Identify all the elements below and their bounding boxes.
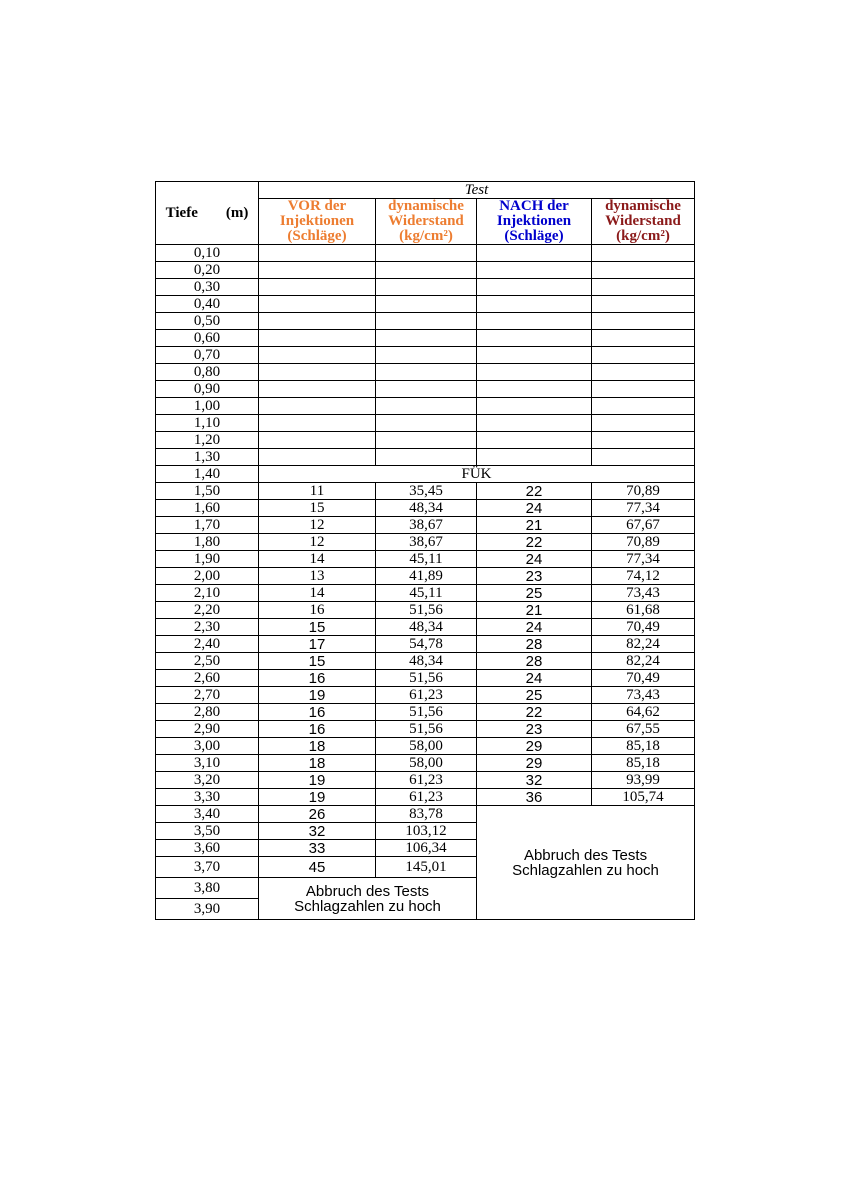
vor-blows-cell: 45: [259, 857, 376, 878]
depth-cell: 1,60: [156, 500, 259, 517]
empty-cell: [376, 398, 477, 415]
nach-blows-cell: 22: [477, 534, 592, 551]
empty-cell: [259, 296, 376, 313]
empty-cell: [259, 347, 376, 364]
empty-cell: [592, 347, 695, 364]
empty-cell: [376, 296, 477, 313]
vor-blows-cell: 18: [259, 755, 376, 772]
dyn-before-cell: 61,23: [376, 789, 477, 806]
empty-cell: [477, 381, 592, 398]
depth-cell: 1,90: [156, 551, 259, 568]
dyn-before-cell: 45,11: [376, 551, 477, 568]
depth-cell: 3,90: [156, 899, 259, 920]
depth-cell: 1,80: [156, 534, 259, 551]
table-row: [156, 602, 695, 619]
vor-blows-cell: 17: [259, 636, 376, 653]
table-row: [156, 279, 695, 296]
depth-cell: 2,60: [156, 670, 259, 687]
empty-cell: [592, 296, 695, 313]
abort-note-before: [259, 878, 477, 920]
header-vor: [259, 199, 376, 245]
vor-blows-cell: 14: [259, 585, 376, 602]
empty-cell: [592, 245, 695, 262]
nach-blows-cell: 21: [477, 517, 592, 534]
dyn-after-cell: 73,43: [592, 687, 695, 704]
empty-cell: [376, 245, 477, 262]
table-row: [156, 772, 695, 789]
empty-cell: [592, 330, 695, 347]
dyn-before-cell: 45,11: [376, 585, 477, 602]
empty-cell: [376, 262, 477, 279]
dyn-after-cell: 70,49: [592, 619, 695, 636]
dyn-before-cell: 38,67: [376, 534, 477, 551]
table-row: [156, 364, 695, 381]
table-row: [156, 347, 695, 364]
dyn-after-cell: 93,99: [592, 772, 695, 789]
table-row: [156, 636, 695, 653]
depth-cell: 3,00: [156, 738, 259, 755]
empty-cell: [477, 364, 592, 381]
dyn-after-cell: 77,34: [592, 551, 695, 568]
depth-cell: 0,70: [156, 347, 259, 364]
empty-cell: [477, 398, 592, 415]
dyn-after-cell: 82,24: [592, 653, 695, 670]
table-row: [156, 738, 695, 755]
depth-cell: 0,10: [156, 245, 259, 262]
nach-blows-cell: 29: [477, 755, 592, 772]
test-title: Test: [259, 182, 695, 199]
header-dyn-before-line: dynamische: [388, 198, 464, 214]
empty-cell: [477, 432, 592, 449]
empty-cell: [477, 449, 592, 466]
depth-unit: (m): [225, 204, 249, 221]
abort-before-line: Schlagzahlen zu hoch: [294, 897, 441, 915]
vor-blows-cell: 32: [259, 823, 376, 840]
header-nach-line: NACH der: [499, 198, 569, 214]
dyn-after-cell: 70,89: [592, 534, 695, 551]
depth-cell: 3,50: [156, 823, 259, 840]
table-row: [156, 517, 695, 534]
dyn-after-cell: 70,49: [592, 670, 695, 687]
vor-blows-cell: 16: [259, 670, 376, 687]
empty-cell: [376, 364, 477, 381]
depth-cell: 1,30: [156, 449, 259, 466]
dyn-before-cell: 48,34: [376, 653, 477, 670]
table-row: [156, 330, 695, 347]
header-dyn-after: [592, 199, 695, 245]
depth-cell: 3,40: [156, 806, 259, 823]
empty-cell: [477, 262, 592, 279]
depth-cell: 3,10: [156, 755, 259, 772]
header-dyn-before-line: (kg/cm²): [399, 228, 453, 244]
nach-blows-cell: 23: [477, 721, 592, 738]
dyn-before-cell: 58,00: [376, 755, 477, 772]
dyn-before-cell: 51,56: [376, 670, 477, 687]
dyn-before-cell: 145,01: [376, 857, 477, 878]
abort-after-line: Schlagzahlen zu hoch: [512, 861, 659, 879]
dyn-before-cell: 48,34: [376, 619, 477, 636]
empty-cell: [477, 330, 592, 347]
table-row: [156, 806, 695, 823]
vor-blows-cell: 19: [259, 687, 376, 704]
depth-header: [156, 182, 259, 245]
table-row: [156, 687, 695, 704]
dyn-after-cell: 85,18: [592, 738, 695, 755]
dyn-before-cell: 106,34: [376, 840, 477, 857]
depth-cell: 3,30: [156, 789, 259, 806]
empty-cell: [259, 415, 376, 432]
depth-cell: 2,10: [156, 585, 259, 602]
header-dyn-before: [376, 199, 477, 245]
table-row: [156, 449, 695, 466]
empty-cell: [376, 381, 477, 398]
dyn-before-cell: 48,34: [376, 500, 477, 517]
vor-blows-cell: 11: [259, 483, 376, 500]
vor-blows-cell: 14: [259, 551, 376, 568]
depth-cell: 2,30: [156, 619, 259, 636]
empty-cell: [592, 449, 695, 466]
depth-cell: 3,20: [156, 772, 259, 789]
empty-cell: [376, 313, 477, 330]
table-row: [156, 466, 695, 483]
depth-cell: 3,80: [156, 878, 259, 899]
depth-cell: 0,30: [156, 279, 259, 296]
table-row: [156, 262, 695, 279]
empty-cell: [376, 432, 477, 449]
table-row: [156, 704, 695, 721]
table-row: [156, 313, 695, 330]
depth-cell: 1,70: [156, 517, 259, 534]
dyn-after-cell: 64,62: [592, 704, 695, 721]
empty-cell: [592, 381, 695, 398]
abort-after-line: Abbruch des Tests: [523, 846, 648, 864]
nach-blows-cell: 23: [477, 568, 592, 585]
empty-cell: [259, 364, 376, 381]
empty-cell: [592, 313, 695, 330]
depth-cell: 0,50: [156, 313, 259, 330]
table-row: [156, 432, 695, 449]
empty-cell: [376, 279, 477, 296]
empty-cell: [376, 330, 477, 347]
nach-blows-cell: 24: [477, 670, 592, 687]
dyn-before-cell: 51,56: [376, 704, 477, 721]
empty-cell: [259, 262, 376, 279]
nach-blows-cell: 32: [477, 772, 592, 789]
depth-cell: 0,40: [156, 296, 259, 313]
empty-cell: [259, 245, 376, 262]
empty-cell: [477, 279, 592, 296]
empty-cell: [592, 415, 695, 432]
vor-blows-cell: 19: [259, 772, 376, 789]
empty-cell: [376, 415, 477, 432]
vor-blows-cell: 19: [259, 789, 376, 806]
dyn-after-cell: 77,34: [592, 500, 695, 517]
empty-cell: [477, 347, 592, 364]
dyn-before-cell: 41,89: [376, 568, 477, 585]
vor-blows-cell: 33: [259, 840, 376, 857]
vor-blows-cell: 15: [259, 653, 376, 670]
dyn-before-cell: 51,56: [376, 721, 477, 738]
empty-cell: [477, 245, 592, 262]
header-dyn-after-line: (kg/cm²): [616, 228, 670, 244]
depth-cell: 2,80: [156, 704, 259, 721]
vor-blows-cell: 13: [259, 568, 376, 585]
nach-blows-cell: 21: [477, 602, 592, 619]
dyn-after-cell: 74,12: [592, 568, 695, 585]
table-row: [156, 789, 695, 806]
table-row: [156, 670, 695, 687]
table-row: [156, 398, 695, 415]
depth-cell: 3,70: [156, 857, 259, 878]
nach-blows-cell: 24: [477, 551, 592, 568]
table-row: [156, 653, 695, 670]
depth-cell: 2,90: [156, 721, 259, 738]
dyn-before-cell: 61,23: [376, 687, 477, 704]
header-dyn-before-line: Widerstand: [388, 213, 464, 229]
depth-cell: 1,00: [156, 398, 259, 415]
nach-blows-cell: 25: [477, 585, 592, 602]
dyn-before-cell: 61,23: [376, 772, 477, 789]
table-row: [156, 721, 695, 738]
empty-cell: [376, 449, 477, 466]
table-row: [156, 483, 695, 500]
nach-blows-cell: 36: [477, 789, 592, 806]
nach-blows-cell: 25: [477, 687, 592, 704]
empty-cell: [477, 296, 592, 313]
vor-blows-cell: 12: [259, 534, 376, 551]
nach-blows-cell: 29: [477, 738, 592, 755]
empty-cell: [259, 398, 376, 415]
nach-blows-cell: 28: [477, 653, 592, 670]
dyn-after-cell: 70,89: [592, 483, 695, 500]
empty-cell: [259, 330, 376, 347]
vor-blows-cell: 16: [259, 704, 376, 721]
empty-cell: [376, 347, 477, 364]
depth-cell: 1,20: [156, 432, 259, 449]
nach-blows-cell: 28: [477, 636, 592, 653]
depth-cell: 2,20: [156, 602, 259, 619]
depth-cell: 2,40: [156, 636, 259, 653]
table-row: [156, 551, 695, 568]
dyn-before-cell: 83,78: [376, 806, 477, 823]
empty-cell: [592, 262, 695, 279]
empty-cell: [592, 398, 695, 415]
table-row: [156, 296, 695, 313]
dyn-before-cell: 58,00: [376, 738, 477, 755]
vor-blows-cell: 16: [259, 602, 376, 619]
fuk-label: FÜK: [259, 466, 695, 483]
vor-blows-cell: 15: [259, 619, 376, 636]
table-row: [156, 585, 695, 602]
depth-cell: 1,40: [156, 466, 259, 483]
abort-before-line: Abbruch des Tests: [305, 882, 430, 900]
dyn-after-cell: 67,55: [592, 721, 695, 738]
depth-cell: 1,50: [156, 483, 259, 500]
depth-cell: 3,60: [156, 840, 259, 857]
depth-cell: 0,80: [156, 364, 259, 381]
empty-cell: [592, 364, 695, 381]
header-nach-line: Injektionen: [496, 213, 572, 229]
dyn-before-cell: 38,67: [376, 517, 477, 534]
dyn-before-cell: 54,78: [376, 636, 477, 653]
dyn-after-cell: 61,68: [592, 602, 695, 619]
table-row: [156, 245, 695, 262]
empty-cell: [477, 313, 592, 330]
table-row: [156, 755, 695, 772]
depth-cell: 1,10: [156, 415, 259, 432]
depth-cell: 0,90: [156, 381, 259, 398]
empty-cell: [259, 381, 376, 398]
header-vor-line: VOR der: [287, 198, 347, 214]
dyn-before-cell: 51,56: [376, 602, 477, 619]
depth-cell: 2,50: [156, 653, 259, 670]
table-row: [156, 381, 695, 398]
nach-blows-cell: 24: [477, 619, 592, 636]
dyn-after-cell: 82,24: [592, 636, 695, 653]
dyn-after-cell: 73,43: [592, 585, 695, 602]
dyn-after-cell: 85,18: [592, 755, 695, 772]
empty-cell: [259, 313, 376, 330]
dyn-before-cell: 35,45: [376, 483, 477, 500]
header-dyn-after-line: dynamische: [605, 198, 681, 214]
empty-cell: [259, 449, 376, 466]
empty-cell: [477, 415, 592, 432]
dyn-before-cell: 103,12: [376, 823, 477, 840]
header-nach: [477, 199, 592, 245]
header-nach-line: (Schläge): [504, 228, 564, 244]
table-row: [156, 619, 695, 636]
header-dyn-after-line: Widerstand: [605, 213, 681, 229]
dyn-after-cell: 67,67: [592, 517, 695, 534]
nach-blows-cell: 22: [477, 483, 592, 500]
table-row: [156, 500, 695, 517]
vor-blows-cell: 26: [259, 806, 376, 823]
header-vor-line: Injektionen: [279, 213, 355, 229]
abort-note-after: [477, 806, 695, 920]
vor-blows-cell: 18: [259, 738, 376, 755]
header-vor-line: (Schläge): [287, 228, 347, 244]
depth-cell: 2,70: [156, 687, 259, 704]
depth-cell: 0,60: [156, 330, 259, 347]
vor-blows-cell: 12: [259, 517, 376, 534]
table-row: [156, 415, 695, 432]
depth-label: Tiefe: [165, 204, 198, 221]
table-row: [156, 568, 695, 585]
empty-cell: [259, 279, 376, 296]
empty-cell: [592, 432, 695, 449]
empty-cell: [259, 432, 376, 449]
empty-cell: [592, 279, 695, 296]
depth-cell: 0,20: [156, 262, 259, 279]
nach-blows-cell: 22: [477, 704, 592, 721]
depth-cell: 2,00: [156, 568, 259, 585]
table-row: [156, 534, 695, 551]
dyn-after-cell: 105,74: [592, 789, 695, 806]
nach-blows-cell: 24: [477, 500, 592, 517]
vor-blows-cell: 15: [259, 500, 376, 517]
test-results-table: [155, 181, 695, 920]
vor-blows-cell: 16: [259, 721, 376, 738]
